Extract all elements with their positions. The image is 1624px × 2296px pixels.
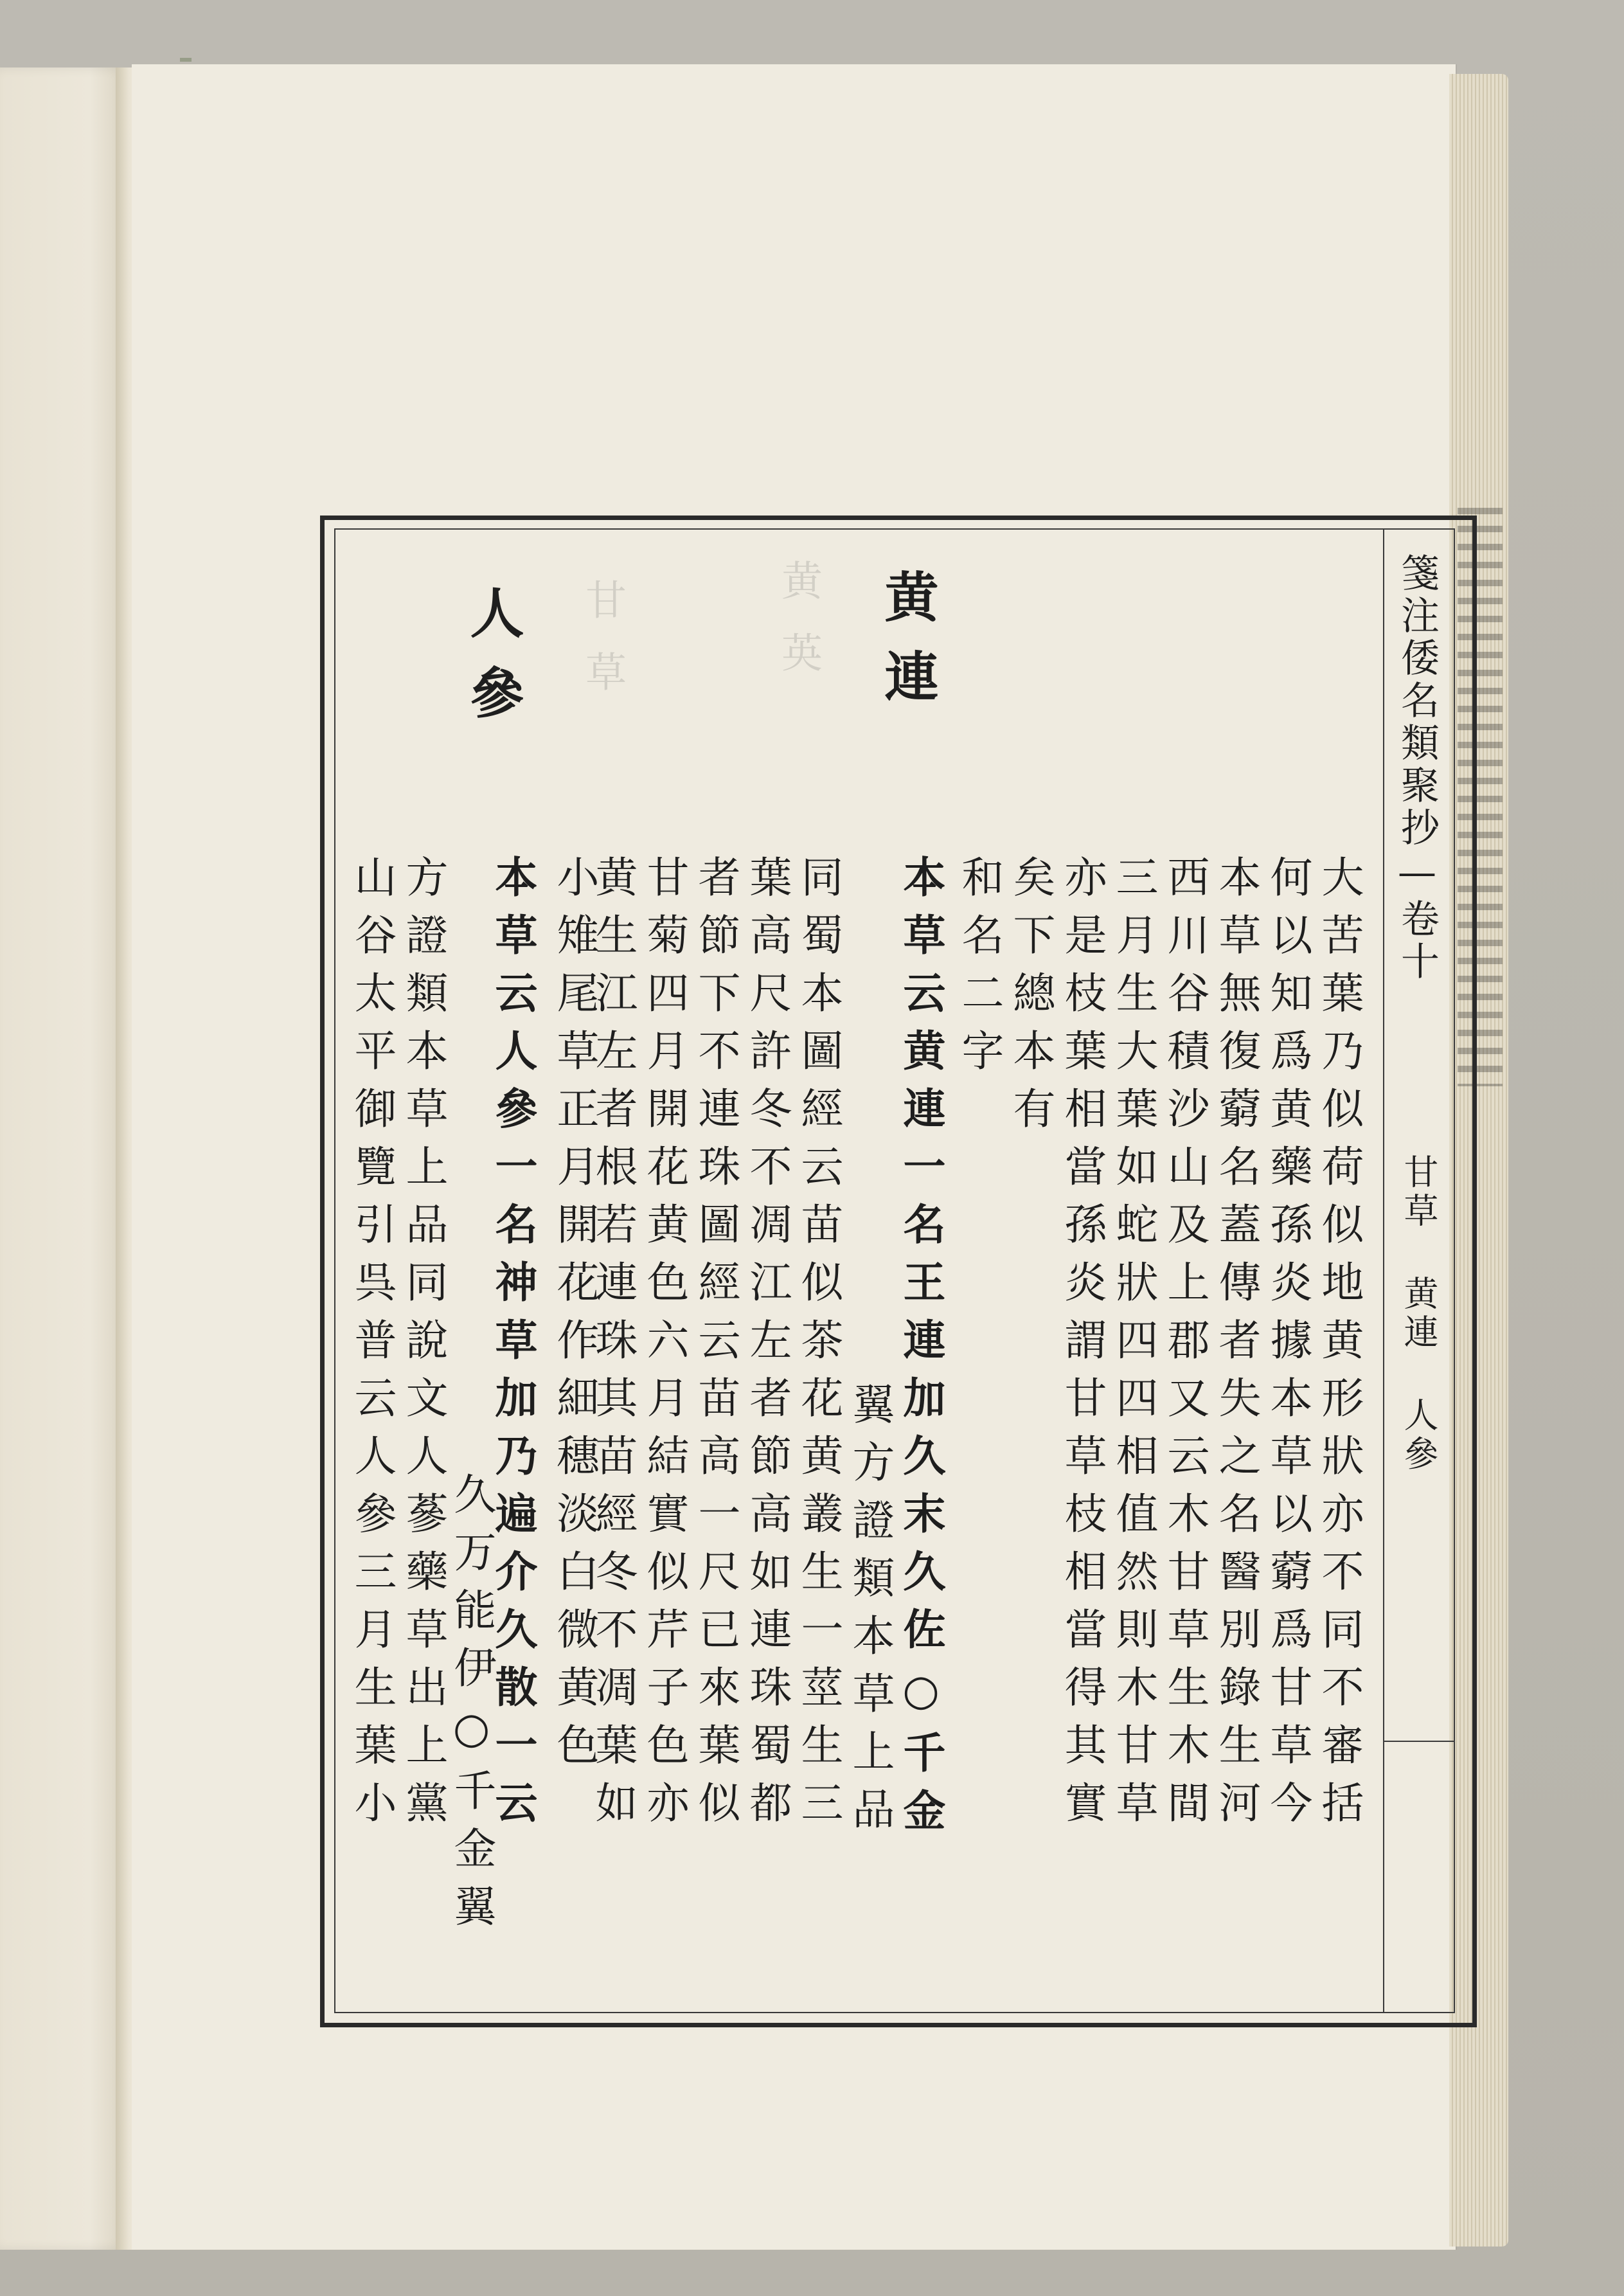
- text-column: 山谷太平御覽引呉普云人參三月生葉小: [347, 855, 397, 1838]
- text-column: 亦是枝葉相當孫炎謂甘草枝相當得其實: [1057, 855, 1107, 1838]
- top-edge-mark: [180, 58, 192, 62]
- text-column: 本草云黄連一名王連加久末久佐○千金: [896, 855, 946, 1846]
- text-column: 翼方證類本草上品: [845, 1382, 895, 1845]
- headword-renshen: 人參: [461, 585, 525, 744]
- text-column: 葉高尺許冬不凋江左者節高如連珠蜀都: [742, 855, 792, 1838]
- text-column: 和名二字: [954, 855, 1004, 1086]
- title-dash: —: [1395, 850, 1440, 899]
- text-column: 大苦葉乃似荷似地黄形狀亦不同不審括: [1314, 855, 1364, 1838]
- text-column: 同蜀本圖經云苗似茶花黄叢生一莖生三: [794, 855, 843, 1838]
- text-column: 何以知爲黄藥孫炎據本草以藭爲甘草今: [1263, 855, 1312, 1838]
- book-title: 箋注倭名類聚抄: [1395, 553, 1440, 850]
- text-column: 矣下總本有: [1006, 855, 1055, 1144]
- show-through-text: 黄英: [774, 559, 822, 703]
- volume-label: 卷十: [1395, 899, 1440, 983]
- text-column: 小雉尾草正月開花作細穗淡白微黄色: [549, 855, 599, 1780]
- margin-entry-list: 甘草 黄連 人參: [1398, 1154, 1439, 1474]
- running-title: [1395, 553, 1440, 983]
- text-column: 久万能伊○千金翼: [447, 1472, 496, 1942]
- text-column: 本草無復藭名蓋傳者失之名醫別錄生河: [1211, 855, 1261, 1838]
- margin-tick: [1383, 1741, 1455, 1742]
- show-through-text: 甘草: [578, 578, 626, 722]
- text-column: 甘菊四月開花黄色六月結實似芹子色亦: [639, 855, 689, 1838]
- text-column: 三月生大葉如蛇狀四四相值然則木甘草: [1109, 855, 1158, 1838]
- text-column: 黄生江左者根若連珠其苗經冬不凋葉如: [588, 855, 638, 1838]
- text-column: 西川谷積沙山及上郡又云木甘草生木間: [1160, 855, 1209, 1838]
- margin-divider: [1383, 530, 1384, 2012]
- text-column: 者節下不連珠圖經云苗高一尺已來葉似: [691, 855, 740, 1838]
- text-column: 方證類本草上品同說文人蔘藥草出上黨: [398, 855, 448, 1838]
- text-column: 本草云人參一名神草加乃遍介久散一云: [488, 855, 538, 1838]
- left-page-edge: [0, 67, 129, 2250]
- headword-huanglian: 黄連: [876, 569, 940, 728]
